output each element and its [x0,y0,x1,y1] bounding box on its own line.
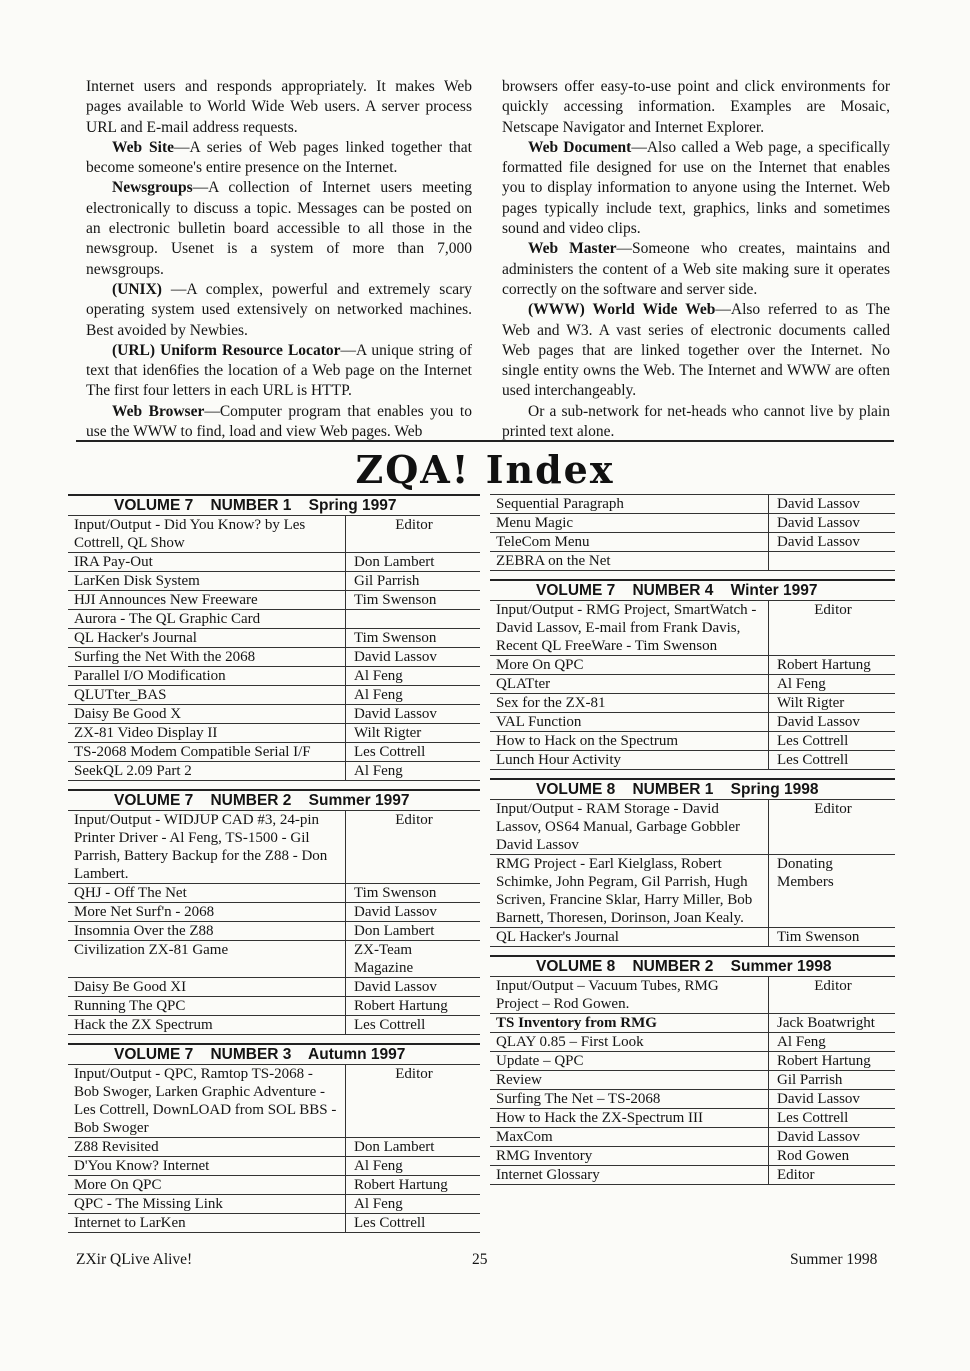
article-title: MaxCom [490,1128,769,1147]
table-row [68,978,480,997]
article-author: Robert Hartung [769,1052,896,1071]
glossary-term: Web Document [528,138,632,156]
article-author: Editor [346,811,481,884]
footer-issue-date: Summer 1998 [790,1251,878,1268]
article-title: VAL Function [490,713,769,732]
article-title: QL Hacker's Journal [68,629,346,648]
article-author: Jack Boatwright [769,1014,896,1033]
glossary-definition: —A series of Web pages linked together that become someone's entire presence on the Internet. [86,138,472,177]
glossary-column-left [86,77,472,442]
article-title: Insomnia Over the Z88 [68,922,346,941]
table-row [490,1071,895,1090]
table-row [490,732,895,751]
volume-heading: VOLUME 7 NUMBER 4 Winter 1997 [490,579,895,600]
article-author: Editor [769,1166,896,1185]
article-title: Daisy Be Good XI [68,978,346,997]
glossary-entry [86,77,472,138]
article-author: Tim Swenson [346,884,481,903]
article-title: RMG Project - Earl Kielglass, Robert Schimke, John Pegram, Gil Parrish, Hugh Scriven, Francine Sklar, Harry Miller, Bob Barnett, Thoresen, Dorinson, Joan Kealy. [490,855,769,928]
article-author: Robert Hartung [346,997,481,1016]
article-title: Sequential Paragraph [490,495,769,514]
article-author: Wilt Rigter [769,694,896,713]
volume-spacer [68,781,480,789]
article-title: QPC - The Missing Link [68,1195,346,1214]
glossary-column-right [502,77,890,442]
article-author: Les Cottrell [769,751,896,770]
article-title: SeekQL 2.09 Part 2 [68,762,346,781]
article-author: Robert Hartung [769,656,896,675]
glossary-entry [86,138,472,179]
table-row [68,610,480,629]
table-row [68,667,480,686]
article-author: Tim Swenson [769,928,896,947]
table-row [68,686,480,705]
table-row [68,811,480,884]
table-row [68,648,480,667]
glossary-term: Newsgroups [112,179,193,197]
table-row [490,1166,895,1185]
volume-spacer [68,1035,480,1043]
article-title: RMG Inventory [490,1147,769,1166]
table-row [490,1109,895,1128]
table-row [490,533,895,552]
table-row [490,1033,895,1052]
table-row [490,713,895,732]
article-title: Hack the ZX Spectrum [68,1016,346,1035]
article-title: QHJ - Off The Net [68,884,346,903]
section-divider [76,440,894,442]
volume-contents-table [490,494,895,571]
table-row [490,656,895,675]
volume-contents-table [68,515,480,781]
article-title: Input/Output – Vacuum Tubes, RMG Project – Rod Gowen. [490,977,769,1014]
volume-contents-table [490,976,895,1185]
article-title: QLAY 0.85 – First Look [490,1033,769,1052]
table-row [490,800,895,855]
article-author: Al Feng [346,667,481,686]
article-title: QLUTter_BAS [68,686,346,705]
table-row [490,601,895,656]
footer-magazine-name: ZXir QLive Alive! [76,1251,193,1268]
article-author: Editor [769,800,896,855]
article-title: HJI Announces New Freeware [68,591,346,610]
article-author: Editor [769,977,896,1014]
article-title: Input/Output - RAM Storage - David Lassov, OS64 Manual, Garbage Gobbler David Lassov [490,800,769,855]
glossary-entry [86,280,472,341]
article-title: Menu Magic [490,514,769,533]
table-row [68,743,480,762]
index-title: ZQA! Index [355,447,615,492]
article-author: Gil Parrish [769,1071,896,1090]
article-author: Les Cottrell [346,1214,481,1233]
article-title: How to Hack on the Spectrum [490,732,769,751]
table-row [68,997,480,1016]
volume-heading: VOLUME 7 NUMBER 1 Spring 1997 [68,494,480,515]
article-title: Aurora - The QL Graphic Card [68,610,346,629]
article-author [769,552,896,571]
table-row [68,1138,480,1157]
table-row [490,1128,895,1147]
table-row [68,1214,480,1233]
article-title: Lunch Hour Activity [490,751,769,770]
article-title: Parallel I/O Modification [68,667,346,686]
volume-spacer [490,770,895,778]
table-row [490,977,895,1014]
article-title: TS Inventory from RMG [490,1014,769,1033]
article-title: Surfing The Net – TS-2068 [490,1090,769,1109]
glossary-definition: —A unique string of text that iden6fies the location of a Web page on the Internet The first four letters in each URL is HTTP. [86,341,472,400]
article-title: More On QPC [490,656,769,675]
article-author: David Lassov [346,978,481,997]
table-row [68,922,480,941]
glossary-term: (URL) Uniform Resource Locator [112,341,341,359]
glossary-definition: Or a sub-network for net-heads who cannot live by plain printed text alone. [502,402,890,441]
article-title: Input/Output - WIDJUP CAD #3, 24-pin Printer Driver - Al Feng, TS-1500 - Gil Parrish, Battery Backup for the Z88 - Don Lambert. [68,811,346,884]
article-author: Don Lambert [346,1138,481,1157]
article-title: IRA Pay-Out [68,553,346,572]
table-row [490,855,895,928]
article-title: Input/Output - QPC, Ramtop TS-2068 - Bob Swoger, Larken Graphic Adventure - Les Cottrell, DownLOAD from SOL BBS - Bob Swoger [68,1065,346,1138]
volume-contents-table [490,799,895,947]
article-author: Al Feng [346,762,481,781]
article-author: David Lassov [769,1090,896,1109]
article-title: Internet Glossary [490,1166,769,1185]
article-title: QLATter [490,675,769,694]
article-title: Input/Output - Did You Know? by Les Cottrell, QL Show [68,516,346,553]
table-row [490,928,895,947]
article-author: Don Lambert [346,922,481,941]
article-author: Tim Swenson [346,629,481,648]
volume-heading: VOLUME 8 NUMBER 2 Summer 1998 [490,955,895,976]
table-row [490,1014,895,1033]
article-author: Les Cottrell [346,743,481,762]
table-row [490,1147,895,1166]
index-column-left [68,494,480,1233]
table-row [68,629,480,648]
table-row [68,903,480,922]
article-author: Don Lambert [346,553,481,572]
table-row [68,762,480,781]
article-title: More Net Surf'n - 2068 [68,903,346,922]
article-author: Editor [346,516,481,553]
volume-contents-table [68,1064,480,1233]
article-author: David Lassov [769,514,896,533]
glossary-definition: —A collection of Internet users meeting electronically to discuss a topic. Messages can be posted on an electronic bulletin board accessible to all those in the newsgroup. Usenet is a system of more than 7,000 newsgroups. [86,179,472,278]
glossary-term: Web Site [112,138,174,156]
article-author: Al Feng [769,1033,896,1052]
table-row [68,1065,480,1138]
article-title: Z88 Revisited [68,1138,346,1157]
table-row [490,675,895,694]
volume-contents-table [490,600,895,770]
article-author: Editor [346,1065,481,1138]
article-author: Al Feng [769,675,896,694]
table-row [68,884,480,903]
glossary-entry [502,300,890,401]
article-title: Civilization ZX-81 Game [68,941,346,978]
glossary-entry [502,239,890,300]
volume-heading: VOLUME 7 NUMBER 2 Summer 1997 [68,789,480,810]
article-author: ZX-Team Magazine [346,941,481,978]
article-title: LarKen Disk System [68,572,346,591]
glossary-definition: —Someone who creates, maintains and administers the content of a Web site making sure it operates correctly on the software and server side. [502,240,890,298]
article-author: Robert Hartung [346,1176,481,1195]
article-title: More On QPC [68,1176,346,1195]
article-author: Donating Members [769,855,896,928]
volume-heading: VOLUME 7 NUMBER 3 Autumn 1997 [68,1043,480,1064]
glossary-entry [502,402,890,443]
article-author: Les Cottrell [769,1109,896,1128]
glossary-definition: —A complex, powerful and extremely scary operating system used extensively on networked machines. Best avoided by Newbies. [86,280,472,339]
index-column-right [490,494,895,1185]
article-author: Les Cottrell [769,732,896,751]
table-row [490,514,895,533]
table-row [68,724,480,743]
article-author: David Lassov [769,533,896,552]
table-row [68,516,480,553]
article-title: Input/Output - RMG Project, SmartWatch - David Lassov, E-mail from Frank Davis, Recent QL FreeWare - Tim Swenson [490,601,769,656]
table-row [68,591,480,610]
article-title: Daisy Be Good X [68,705,346,724]
article-title: Update – QPC [490,1052,769,1071]
table-row [68,1157,480,1176]
article-author: Al Feng [346,1157,481,1176]
article-title: Review [490,1071,769,1090]
article-author: Rod Gowen [769,1147,896,1166]
glossary-definition: —Also called a Web page, a specifically formatted file designed for use on the Internet that enables you to display information to anyone using the Internet. Web pages typically include text, graphics, links and sometimes sound and video clips. [502,138,890,238]
article-author: David Lassov [346,903,481,922]
table-row [68,941,480,978]
article-author [346,610,481,629]
table-row [68,1176,480,1195]
glossary-definition: —Also referred to as The Web and W3. A vast series of electronic documents called Web pages that are linked together over the Internet. No single entity owns the Web. The Internet and WWW are often used interchangeably. [502,301,890,400]
glossary-term: Web Master [528,240,617,258]
glossary-term: (WWW) World Wide Web [528,301,716,319]
article-author: Al Feng [346,1195,481,1214]
article-author: Gil Parrish [346,572,481,591]
table-row [490,1052,895,1071]
article-title: TS-2068 Modem Compatible Serial I/F [68,743,346,762]
glossary-definition: browsers offer easy-to-use point and click environments for quickly accessing information. Examples are Mosaic, Netscape Navigator and Internet Explorer. [502,78,890,136]
article-author: David Lassov [346,705,481,724]
article-author: David Lassov [769,1128,896,1147]
glossary-entry [502,77,890,138]
glossary-definition: —Computer program that enables you to use the WWW to find, load and view Web pages. Web [86,402,472,441]
glossary-entry [86,178,472,279]
table-row [68,572,480,591]
table-row [68,705,480,724]
footer-page-number: 25 [472,1251,488,1268]
article-title: ZX-81 Video Display II [68,724,346,743]
glossary-term: (UNIX) [112,280,162,298]
glossary-entry [86,341,472,402]
table-row [68,553,480,572]
article-author: Les Cottrell [346,1016,481,1035]
glossary-term: Web Browser [112,402,205,420]
table-row [68,1195,480,1214]
article-author: David Lassov [346,648,481,667]
glossary-entry [502,138,890,239]
glossary-entry [86,402,472,443]
article-author: David Lassov [769,495,896,514]
article-title: Running The QPC [68,997,346,1016]
volume-heading: VOLUME 8 NUMBER 1 Spring 1998 [490,778,895,799]
table-row [490,694,895,713]
article-title: Internet to LarKen [68,1214,346,1233]
article-title: ZEBRA on the Net [490,552,769,571]
article-title: Surfing the Net With the 2068 [68,648,346,667]
table-row [490,495,895,514]
table-row [490,1090,895,1109]
article-title: Sex for the ZX-81 [490,694,769,713]
glossary-definition: Internet users and responds appropriately. It makes Web pages available to World Wide Web users. A server process URL and E-mail address requests. [86,78,472,136]
article-title: QL Hacker's Journal [490,928,769,947]
volume-spacer [490,571,895,579]
article-title: How to Hack the ZX-Spectrum III [490,1109,769,1128]
table-row [68,1016,480,1035]
table-row [490,751,895,770]
article-author: Tim Swenson [346,591,481,610]
article-author: Wilt Rigter [346,724,481,743]
article-title: TeleCom Menu [490,533,769,552]
volume-contents-table [68,810,480,1035]
volume-spacer [490,947,895,955]
article-author: Al Feng [346,686,481,705]
article-title: D'You Know? Internet [68,1157,346,1176]
article-author: Editor [769,601,896,656]
article-author: David Lassov [769,713,896,732]
table-row [490,552,895,571]
